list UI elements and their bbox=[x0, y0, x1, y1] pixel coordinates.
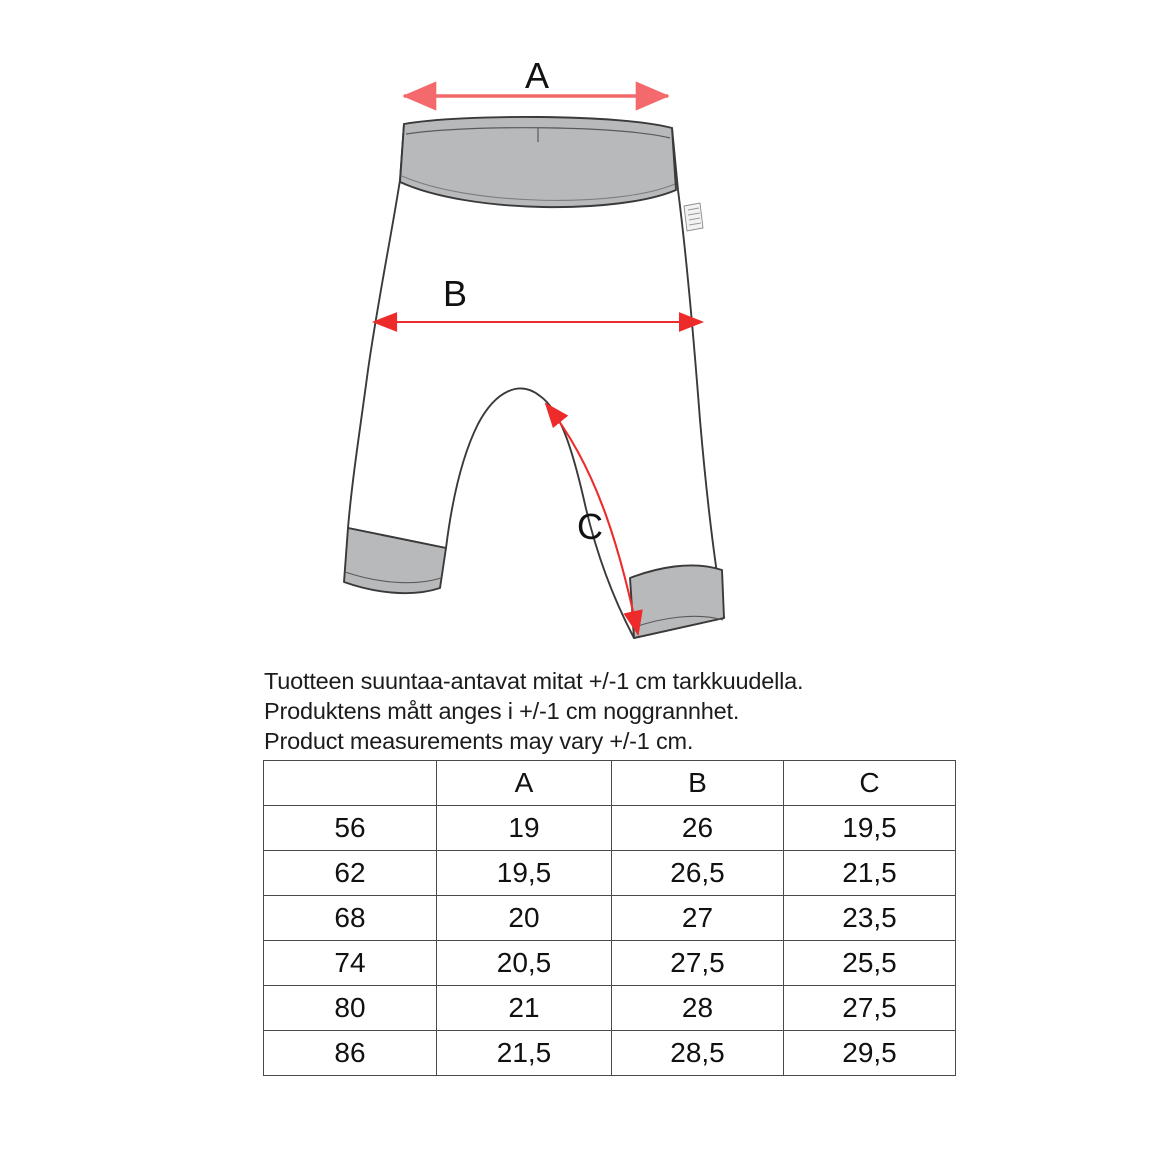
cell-c: 21,5 bbox=[784, 851, 956, 896]
cell-c: 29,5 bbox=[784, 1031, 956, 1076]
cell-c: 23,5 bbox=[784, 896, 956, 941]
cell-b: 28 bbox=[612, 986, 784, 1031]
cell-c: 19,5 bbox=[784, 806, 956, 851]
table-row bbox=[264, 896, 956, 941]
note-line-fi: Tuotteen suuntaa-antavat mitat +/-1 cm tarkkuudella. bbox=[264, 668, 804, 694]
table-row bbox=[264, 851, 956, 896]
cell-a: 21,5 bbox=[437, 1031, 612, 1076]
cell-a: 21 bbox=[437, 986, 612, 1031]
cell-b: 27,5 bbox=[612, 941, 784, 986]
note-line-sv: Produktens mått anges i +/-1 cm noggrannhet. bbox=[264, 698, 740, 724]
measurement-notes bbox=[264, 666, 1024, 756]
header-cell-b: B bbox=[612, 761, 784, 806]
table-header-row bbox=[264, 761, 956, 806]
cell-size: 68 bbox=[264, 896, 437, 941]
size-table-body bbox=[264, 806, 956, 1076]
cell-c: 27,5 bbox=[784, 986, 956, 1031]
cell-a: 19 bbox=[437, 806, 612, 851]
cell-size: 56 bbox=[264, 806, 437, 851]
cell-b: 26 bbox=[612, 806, 784, 851]
header-cell-size bbox=[264, 761, 437, 806]
cell-b: 27 bbox=[612, 896, 784, 941]
table-row bbox=[264, 941, 956, 986]
cell-b: 26,5 bbox=[612, 851, 784, 896]
cell-size: 62 bbox=[264, 851, 437, 896]
cell-size: 74 bbox=[264, 941, 437, 986]
header-cell-c: C bbox=[784, 761, 956, 806]
table-row bbox=[264, 986, 956, 1031]
measurement-a-label: A bbox=[524, 55, 550, 96]
right-cuff bbox=[630, 565, 724, 638]
measurement-c-label: C bbox=[577, 506, 603, 547]
measurement-a bbox=[404, 55, 668, 96]
cell-size: 80 bbox=[264, 986, 437, 1031]
cell-a: 19,5 bbox=[437, 851, 612, 896]
note-line-en: Product measurements may vary +/-1 cm. bbox=[264, 728, 694, 754]
waistband bbox=[400, 117, 676, 207]
table-row bbox=[264, 1031, 956, 1076]
brand-label-tag bbox=[684, 203, 703, 231]
measurement-b-label: B bbox=[442, 273, 468, 314]
cell-size: 86 bbox=[264, 1031, 437, 1076]
size-table-container bbox=[263, 760, 955, 1076]
table-row bbox=[264, 806, 956, 851]
cell-c: 25,5 bbox=[784, 941, 956, 986]
cell-a: 20 bbox=[437, 896, 612, 941]
size-table bbox=[263, 760, 956, 1076]
cell-a: 20,5 bbox=[437, 941, 612, 986]
size-table-head bbox=[264, 761, 956, 806]
cell-b: 28,5 bbox=[612, 1031, 784, 1076]
header-cell-a: A bbox=[437, 761, 612, 806]
